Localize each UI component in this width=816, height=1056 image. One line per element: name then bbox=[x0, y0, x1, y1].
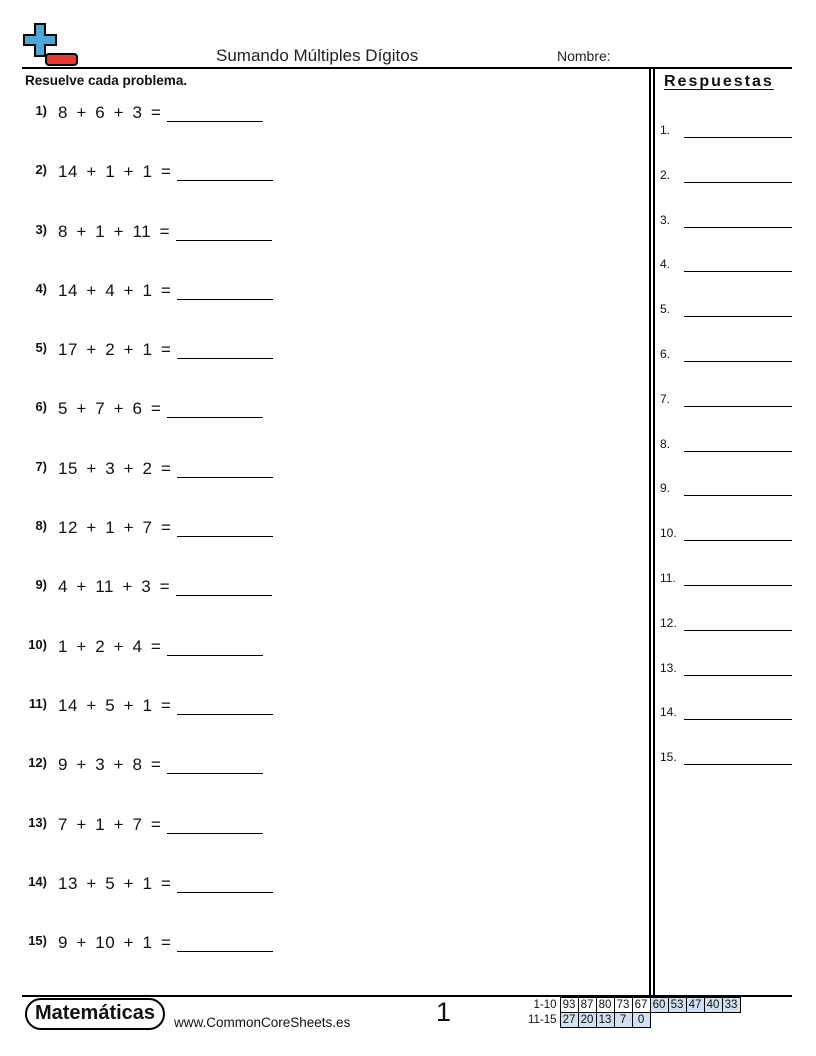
score-empty-cell bbox=[668, 1013, 686, 1028]
answer-blank[interactable] bbox=[177, 519, 273, 537]
answer-key-row bbox=[660, 563, 792, 608]
answer-key-row bbox=[660, 473, 792, 518]
problem-row bbox=[22, 95, 642, 154]
score-empty-cell bbox=[650, 1013, 668, 1028]
answer-key-number: 10. bbox=[660, 526, 677, 541]
problem-number: 10) bbox=[28, 636, 47, 652]
score-cell: 40 bbox=[704, 998, 722, 1013]
score-cell: 67 bbox=[632, 998, 650, 1013]
answer-key-number: 6. bbox=[660, 346, 671, 361]
answer-blank[interactable] bbox=[167, 104, 263, 122]
problem-row bbox=[22, 273, 642, 332]
site-url: www.CommonCoreSheets.es bbox=[174, 1015, 351, 1030]
answer-blank[interactable] bbox=[177, 282, 273, 300]
problem-row bbox=[22, 688, 642, 747]
answer-key-blank[interactable] bbox=[684, 227, 792, 228]
answer-blank[interactable] bbox=[177, 697, 273, 715]
answer-key-blank[interactable] bbox=[684, 316, 792, 317]
problem-number: 4) bbox=[35, 280, 47, 296]
page-number: 1 bbox=[436, 997, 452, 1027]
problem-number: 8) bbox=[35, 518, 47, 534]
problem-expression bbox=[58, 874, 273, 894]
name-label: Nombre: bbox=[557, 48, 611, 64]
header-rule bbox=[22, 67, 792, 69]
problem-expression-text: 17 + 2 + 1 = bbox=[58, 340, 172, 360]
answer-key-number: 13. bbox=[660, 660, 677, 675]
answer-key-number: 4. bbox=[660, 257, 671, 272]
problem-number: 13) bbox=[28, 814, 47, 830]
answer-blank[interactable] bbox=[177, 875, 273, 893]
score-empty-cell bbox=[686, 1013, 704, 1028]
problem-expression-text: 7 + 1 + 7 = bbox=[58, 814, 162, 834]
problem-expression bbox=[58, 518, 273, 538]
instructions: Resuelve cada problema. bbox=[25, 73, 188, 88]
problem-number: 6) bbox=[35, 399, 47, 415]
answer-key-number: 2. bbox=[660, 167, 671, 182]
answer-blank[interactable] bbox=[177, 341, 273, 359]
answer-blank[interactable] bbox=[177, 460, 273, 478]
answer-blank[interactable] bbox=[167, 756, 263, 774]
problem-number: 7) bbox=[35, 458, 47, 474]
score-cell: 0 bbox=[632, 1013, 650, 1028]
score-empty-cell bbox=[722, 1013, 740, 1028]
score-empty-cell bbox=[704, 1013, 722, 1028]
score-cell: 80 bbox=[596, 998, 614, 1013]
answer-key-number: 1. bbox=[660, 123, 671, 137]
score-cell: 73 bbox=[614, 998, 632, 1013]
answer-blank[interactable] bbox=[177, 163, 273, 181]
problem-row bbox=[22, 747, 642, 806]
answer-blank[interactable] bbox=[167, 400, 263, 418]
answer-key-blank[interactable] bbox=[684, 182, 792, 183]
answer-key-row bbox=[660, 608, 792, 653]
answer-key-row bbox=[660, 339, 792, 384]
problem-expression bbox=[58, 281, 273, 301]
score-cell: 13 bbox=[596, 1013, 614, 1028]
answer-key-number: 8. bbox=[660, 436, 671, 451]
problem-expression bbox=[58, 162, 273, 182]
answer-key-number: 5. bbox=[660, 302, 671, 317]
answers-title: Respuestas bbox=[664, 73, 774, 90]
score-cell: 7 bbox=[614, 1013, 632, 1028]
answer-key-row bbox=[660, 249, 792, 294]
answer-key-row bbox=[660, 697, 792, 742]
answer-blank[interactable] bbox=[167, 638, 263, 656]
problem-number: 15) bbox=[28, 933, 47, 949]
problem-expression-text: 14 + 4 + 1 = bbox=[58, 280, 172, 300]
answer-key-blank[interactable] bbox=[684, 719, 792, 720]
answer-key-blank[interactable] bbox=[684, 540, 792, 541]
answer-key-row bbox=[660, 742, 792, 787]
score-cell: 20 bbox=[578, 1013, 596, 1028]
problem-expression-text: 1 + 2 + 4 = bbox=[58, 636, 162, 656]
problem-expression-text: 13 + 5 + 1 = bbox=[58, 873, 172, 893]
answer-key-blank[interactable] bbox=[684, 451, 792, 452]
score-row-label: 11-15 bbox=[528, 1014, 557, 1026]
problem-number: 9) bbox=[35, 577, 47, 593]
answer-key-row bbox=[660, 294, 792, 339]
problem-expression-text: 8 + 1 + 11 = bbox=[58, 221, 171, 241]
answer-key-row bbox=[660, 160, 792, 205]
answer-key-number: 15. bbox=[660, 750, 677, 765]
brand-badge: Matemáticas bbox=[25, 998, 165, 1030]
score-row-label: 1-10 bbox=[533, 999, 557, 1011]
problem-expression bbox=[58, 933, 273, 953]
answer-key-row bbox=[660, 518, 792, 563]
answer-key-blank[interactable] bbox=[684, 361, 792, 362]
score-cell: 93 bbox=[560, 998, 578, 1013]
score-row bbox=[526, 998, 740, 1013]
problem-row bbox=[22, 391, 642, 450]
answer-blank[interactable] bbox=[167, 816, 263, 834]
problem-number: 2) bbox=[35, 162, 47, 178]
problem-number: 12) bbox=[28, 755, 47, 771]
problem-number: 14) bbox=[28, 873, 47, 889]
answer-key-number: 11. bbox=[660, 570, 676, 585]
problem-row bbox=[22, 154, 642, 213]
problem-row bbox=[22, 569, 642, 628]
answer-key-number: 14. bbox=[660, 705, 677, 720]
answer-key-blank[interactable] bbox=[684, 137, 792, 138]
score-row bbox=[526, 1013, 740, 1028]
answer-key-row bbox=[660, 429, 792, 474]
answer-key-row bbox=[660, 205, 792, 250]
answer-key-row bbox=[660, 653, 792, 698]
answer-key-blank[interactable] bbox=[684, 271, 792, 272]
answer-key-blank[interactable] bbox=[684, 406, 792, 407]
worksheet-title: Sumando Múltiples Dígitos bbox=[216, 46, 419, 65]
answer-column-divider bbox=[649, 67, 651, 997]
answer-key-blank[interactable] bbox=[684, 675, 792, 676]
answer-key-number: 12. bbox=[660, 615, 677, 630]
problem-expression-text: 5 + 7 + 6 = bbox=[58, 399, 162, 419]
answer-key-blank[interactable] bbox=[684, 630, 792, 631]
problem-expression-text: 9 + 10 + 1 = bbox=[58, 933, 172, 953]
problem-expression-text: 14 + 1 + 1 = bbox=[58, 162, 172, 182]
problem-expression bbox=[58, 696, 273, 716]
answer-key-row bbox=[660, 115, 792, 160]
problem-expression bbox=[58, 399, 263, 419]
answer-blank[interactable] bbox=[176, 223, 272, 241]
score-cell: 47 bbox=[686, 998, 704, 1013]
problem-number: 3) bbox=[35, 221, 47, 237]
answer-key-number: 7. bbox=[660, 391, 671, 406]
problem-expression bbox=[58, 222, 272, 242]
problem-list bbox=[22, 95, 642, 984]
problem-row bbox=[22, 629, 642, 688]
problem-expression bbox=[58, 637, 263, 657]
answer-column-divider bbox=[653, 67, 655, 997]
problem-row bbox=[22, 866, 642, 925]
problem-row bbox=[22, 925, 642, 984]
problem-number: 11) bbox=[28, 695, 47, 711]
score-cell: 60 bbox=[650, 998, 668, 1013]
answer-blank[interactable] bbox=[177, 934, 273, 952]
score-table bbox=[526, 997, 741, 1028]
problem-row bbox=[22, 451, 642, 510]
score-cell: 87 bbox=[578, 998, 596, 1013]
answer-key-blank[interactable] bbox=[684, 764, 792, 765]
score-cell: 53 bbox=[668, 998, 686, 1013]
answer-key-blank[interactable] bbox=[684, 495, 792, 496]
answer-key-number: 9. bbox=[660, 481, 671, 496]
problem-number: 5) bbox=[35, 340, 47, 356]
answer-key-number: 3. bbox=[660, 212, 671, 227]
score-cell: 27 bbox=[560, 1013, 578, 1028]
problem-expression-text: 4 + 11 + 3 = bbox=[58, 577, 171, 597]
problem-expression-text: 12 + 1 + 7 = bbox=[58, 518, 172, 538]
problem-expression bbox=[58, 103, 263, 123]
problem-row bbox=[22, 332, 642, 391]
problem-expression-text: 9 + 3 + 8 = bbox=[58, 755, 162, 775]
score-cell: 33 bbox=[722, 998, 740, 1013]
problem-expression bbox=[58, 577, 272, 597]
plus-minus-logo-icon bbox=[22, 22, 80, 68]
answer-key-row bbox=[660, 384, 792, 429]
problem-expression-text: 15 + 3 + 2 = bbox=[58, 458, 172, 478]
answer-key-blank[interactable] bbox=[684, 585, 792, 586]
problem-expression-text: 8 + 6 + 3 = bbox=[58, 103, 162, 122]
answer-key-list bbox=[660, 115, 792, 787]
problem-expression bbox=[58, 340, 273, 360]
problem-row bbox=[22, 807, 642, 866]
problem-expression bbox=[58, 815, 263, 835]
answer-blank[interactable] bbox=[176, 578, 272, 596]
problem-expression-text: 14 + 5 + 1 = bbox=[58, 695, 172, 715]
problem-number: 1) bbox=[35, 103, 47, 118]
problem-row bbox=[22, 510, 642, 569]
problem-expression bbox=[58, 755, 263, 775]
problem-expression bbox=[58, 459, 273, 479]
problem-row bbox=[22, 214, 642, 273]
